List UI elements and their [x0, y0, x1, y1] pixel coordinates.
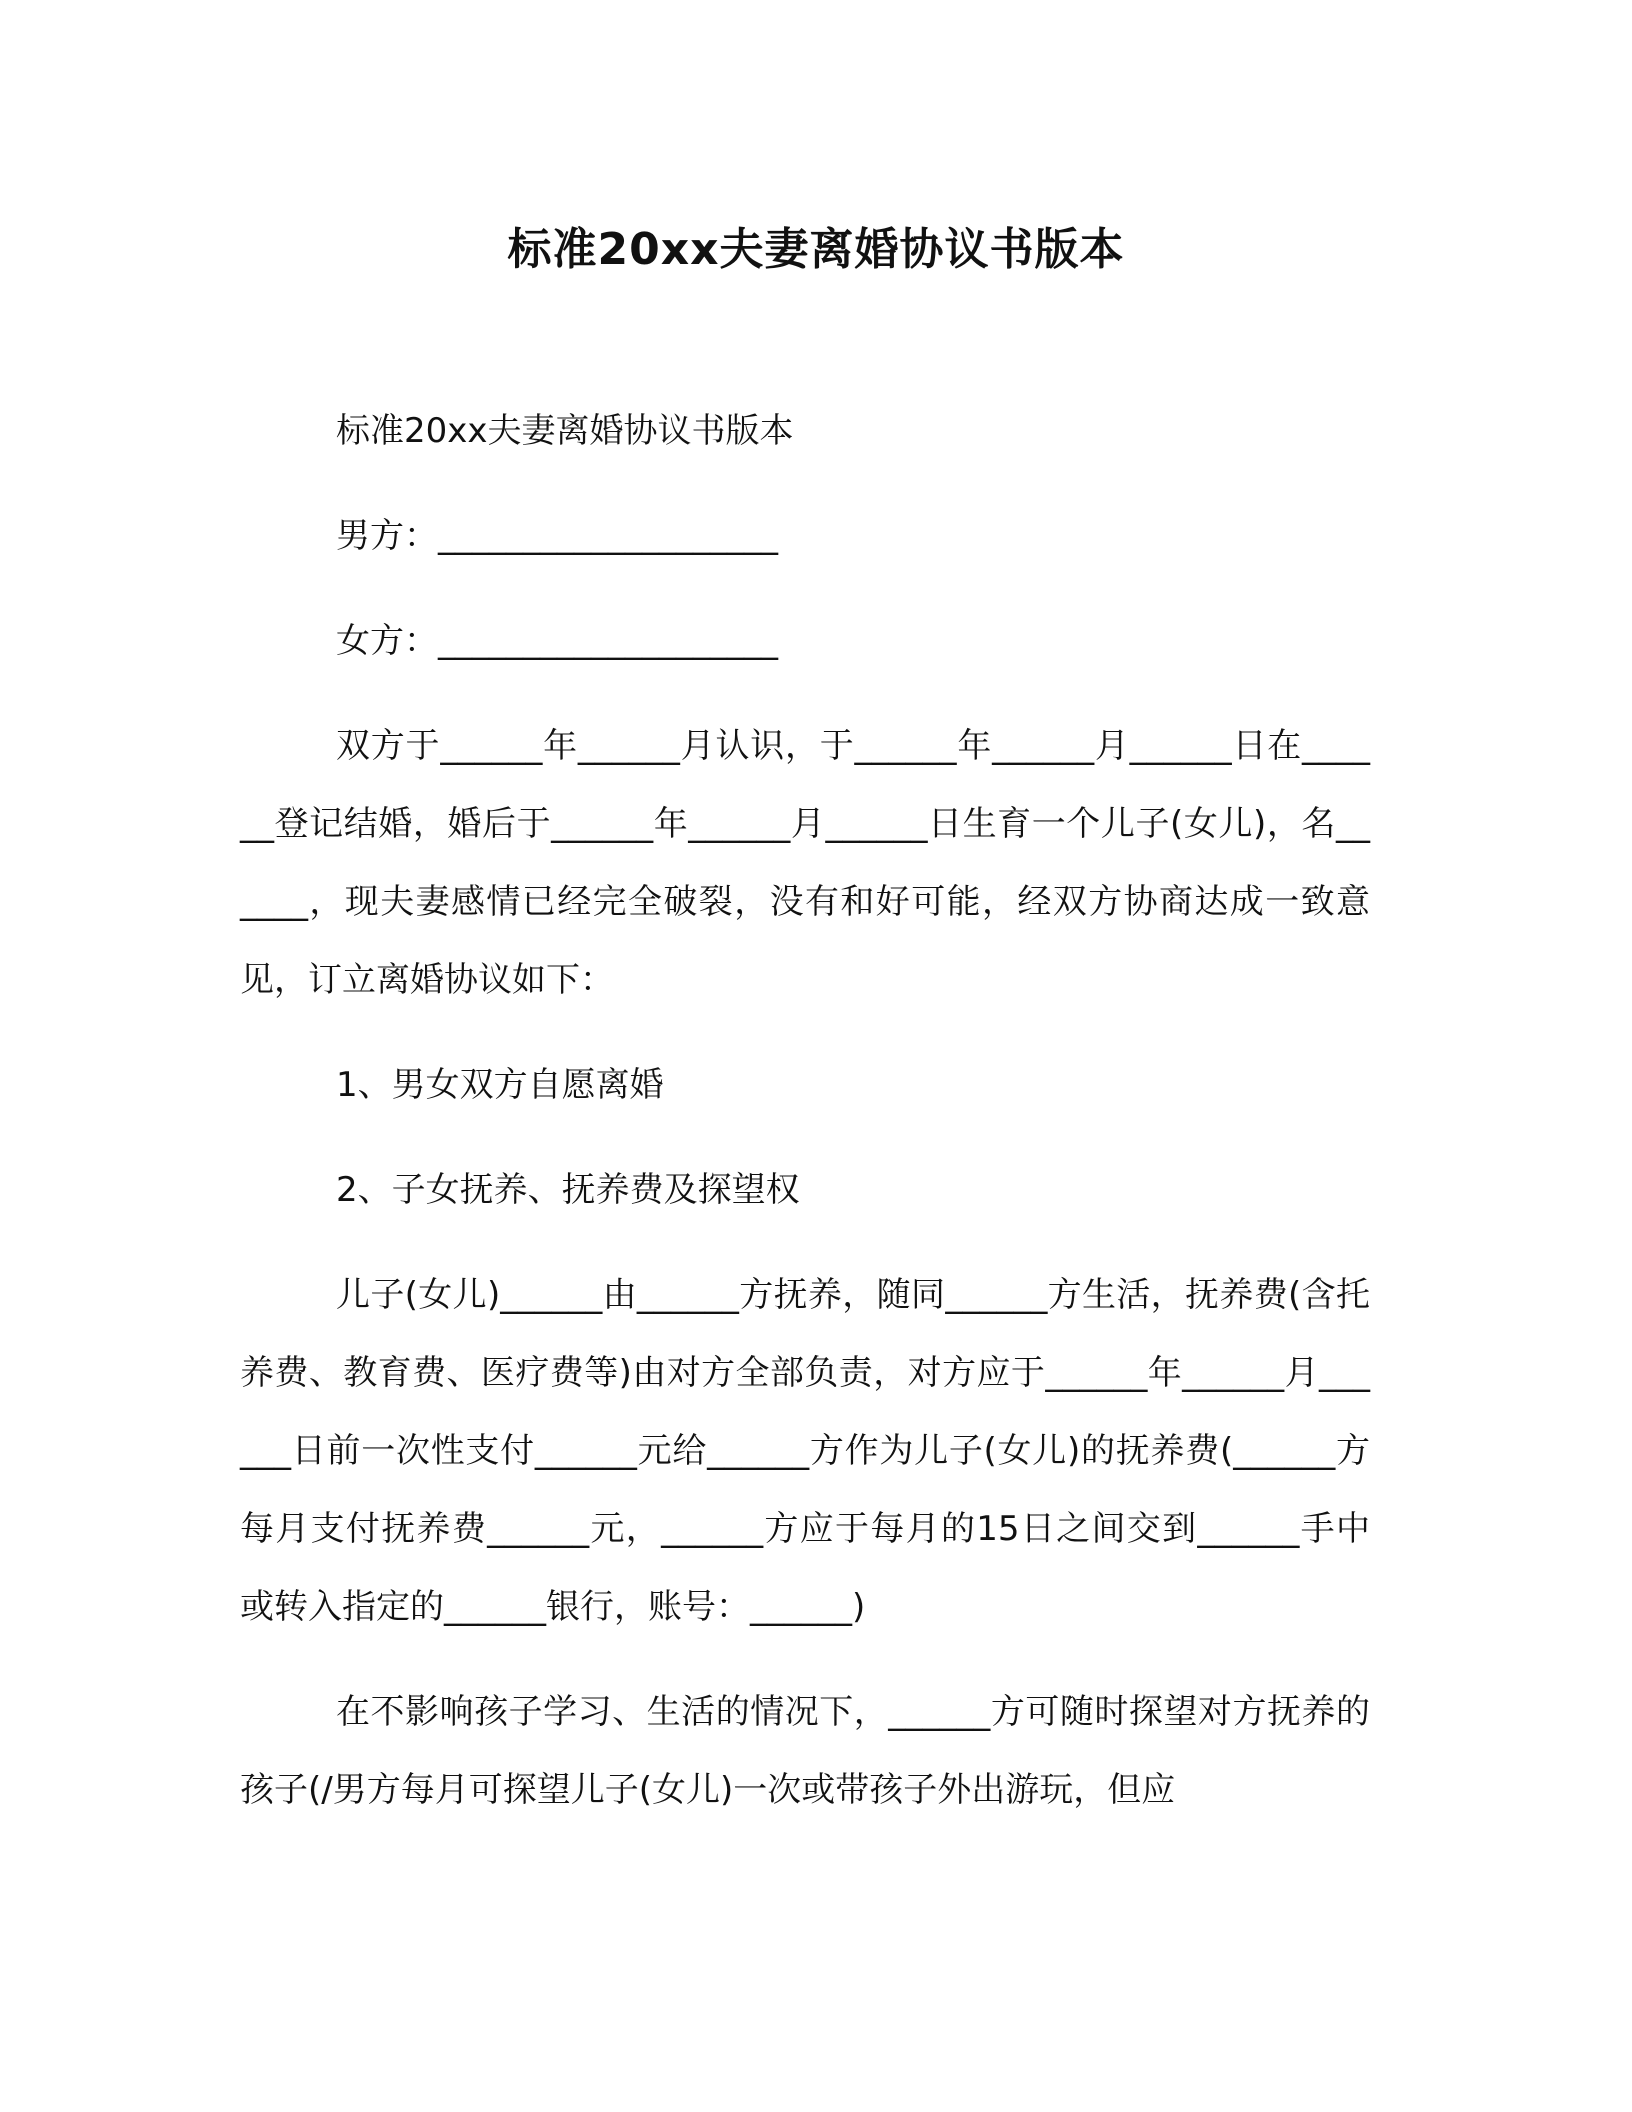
subtitle-paragraph: 标准20xx夫妻离婚协议书版本: [336, 411, 794, 451]
clause-1: 1、男女双方自愿离婚: [336, 1065, 664, 1105]
child-support-paragraph: 儿子(女儿)______由______方抚养，随同______方生活，抚养费(含托养费、教育费、医疗费等)由对方全部负责，对方应于______年______月______日前一次性支付______元给______方作为儿子(女儿)的抚养费(______方每月支付抚养费______元，______方应于每月的15日之间交到______手中或转入指定的______银行，账号：______): [240, 1275, 1370, 1627]
document-body: [240, 392, 1370, 1856]
female-party-field: 女方：____________________: [336, 621, 778, 661]
visitation-paragraph: 在不影响孩子学习、生活的情况下，______方可随时探望对方抚养的孩子(/男方每月可探望儿子(女儿)一次或带孩子外出游玩，但应: [240, 1692, 1370, 1810]
male-party-field: 男方：____________________: [336, 516, 778, 556]
marriage-info-paragraph: 双方于______年______月认识，于______年______月______日在______登记结婚，婚后于______年______月______日生育一个儿子(女儿)，名______，现夫妻感情已经完全破裂，没有和好可能，经双方协商达成一致意见，订立离婚协议如下：: [240, 726, 1370, 1000]
document-title: 标准20xx夫妻离婚协议书版本: [507, 224, 1125, 275]
clause-2-heading: 2、子女抚养、抚养费及探望权: [336, 1170, 800, 1210]
